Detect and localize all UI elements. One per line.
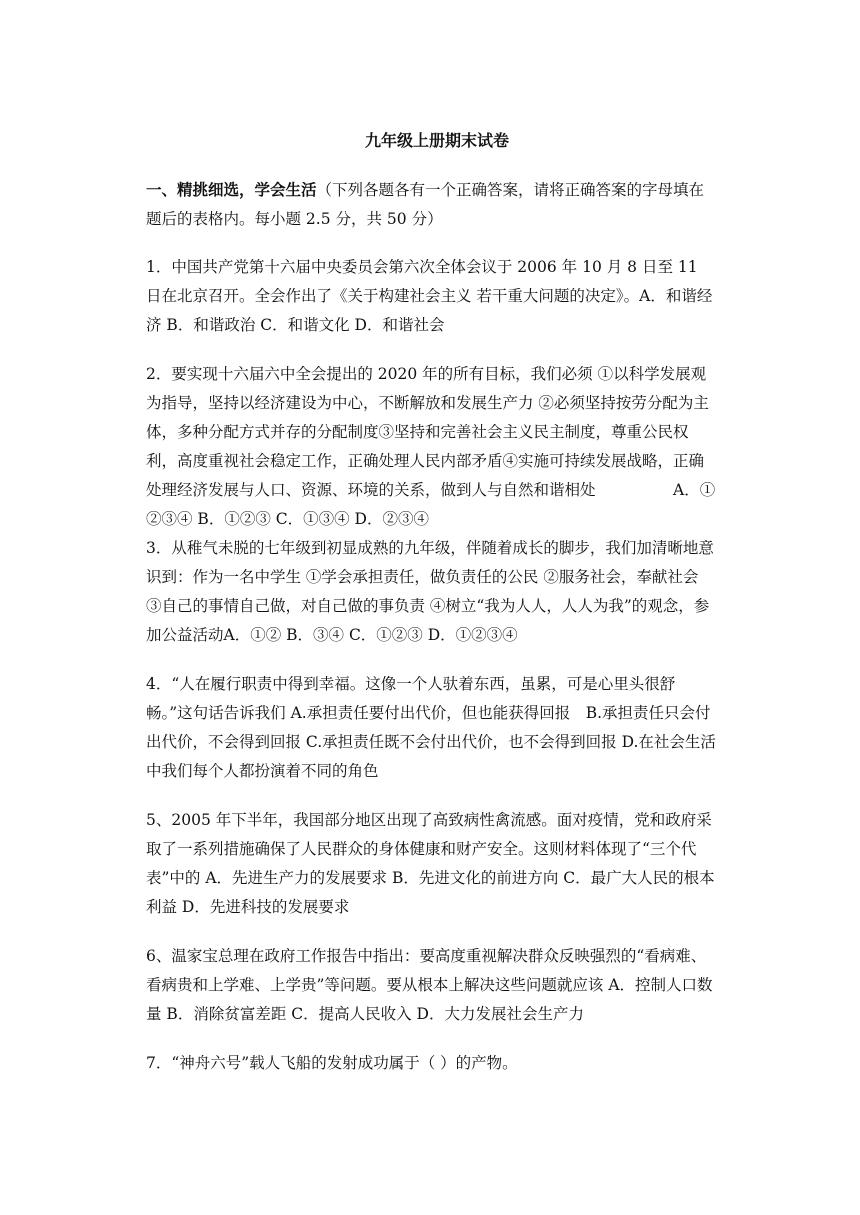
document-content xyxy=(146,126,718,1098)
section-heading xyxy=(146,175,718,234)
question-1: 1．中国共产党第十六届中央委员会第六次全体会议于 2006 年 10 月 8 日至 11 日在北京召开。全会作出了《关于构建社会主义 若干重大问题的决定》。A．和谐经济 B．和谐政治 C．和谐文化 D．和谐社会 xyxy=(146,258,713,334)
section-heading-bold: 一、精挑细选，学会生活 xyxy=(146,180,317,199)
question-4: 4．“人在履行职责中得到幸福。这像一个人驮着东西，虽累，可是心里头很舒畅。”这句话告诉我们 A.承担责任要付出代价，但也能获得回报 B.承担责任只会付出代价，不会得到回报 C.承担责任既不会付出代价，也不会得到回报 D.在社会生活中我们每个人都扮演着不同的角色 xyxy=(146,675,716,780)
question-2: 2．要实现十六届六中全会提出的 2020 年的所有目标，我们必须 ①以科学发展观为指导，坚持以经济建设为中心，不断解放和发展生产力 ②必须坚持按劳分配为主体，多种分配方式并存的分配制度③坚持和完善社会主义民主制度，尊重公民权利，高度重视社会稳定工作，正确处理人民内部矛盾④实施可持续发展战略，正确处理经济发展与人口、资源、环境的关系，做到人与自然和谐相处 A．①②③④ B．①②③ C．①③④ D．②③④ xyxy=(146,365,716,528)
question-5: 5、2005 年下半年，我国部分地区出现了高致病性禽流感。面对疫情，党和政府采取了一系列措施确保了人民群众的身体健康和财产安全。这则材料体现了“三个代表”中的 A．先进生产力的发展要求 B．先进文化的前进方向 C．最广大人民的根本利益 D．先进科技的发展要求 xyxy=(146,811,715,916)
question-3: 3．从稚气未脱的七年级到初显成熟的九年级，伴随着成长的脚步，我们加清晰地意识到：作为一名中学生 ①学会承担责任，做负责任的公民 ②服务社会，奉献社会 ③自己的事情自己做，对自己做的事负责 ④树立“我为人人，人人为我”的观念，参加公益活动A．①② B．③④ C．①②③ D．①②③④ xyxy=(146,539,714,644)
question-6: 6、温家宝总理在政府工作报告中指出：要高度重视解决群众反映强烈的“看病难、看病贵和上学难、上学贵”等问题。要从根本上解决这些问题就应该 A．控制人口数量 B．消除贫富差距 C．提高人民收入 D．大力发展社会生产力 xyxy=(146,947,713,1023)
exam-title: 九年级上册期末试卷 xyxy=(364,131,509,150)
section-heading-instructions: （下列各题各有一个正确答案，请将正确答案的字母填在题后的表格内。每小题 2.5 分，共 50 分） xyxy=(146,181,705,228)
question-7: 7．“神舟六号”载人飞船的发射成功属于（ ）的产物。 xyxy=(146,1054,518,1072)
